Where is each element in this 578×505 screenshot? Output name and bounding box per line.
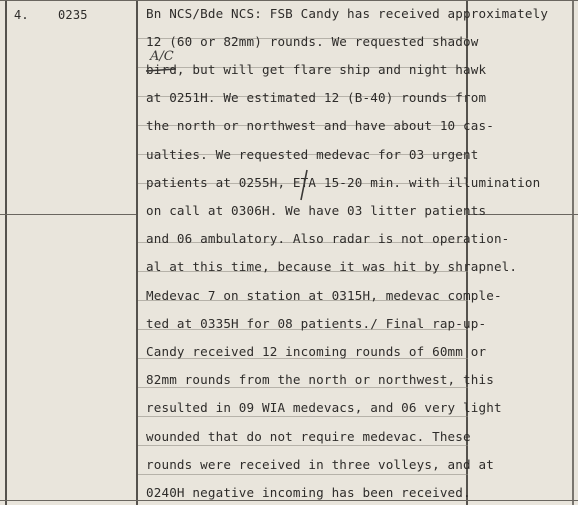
column-divider-left [5, 0, 7, 505]
log-text-line: bird, but will get flare ship and night hawk [146, 62, 487, 77]
log-text-line: Candy received 12 incoming rounds of 60mm or [146, 344, 487, 359]
log-text-line: Medevac 7 on station at 0315H, medevac comple- [146, 288, 502, 303]
log-text-line: 0240H negative incoming has been received. [146, 485, 471, 500]
column-divider-time [136, 0, 138, 505]
column-divider-right [572, 0, 574, 505]
text-guide-rule [138, 474, 468, 475]
entry-time: 0235 [58, 8, 88, 22]
log-text-line: 12 (60 or 82mm) rounds. We requested shadow [146, 34, 479, 49]
handwritten-annotation: A/C [150, 49, 174, 64]
log-text-line: ted at 0335H for 08 patients./ Final rap-up- [146, 316, 487, 331]
handwritten-slash-mark [298, 168, 310, 202]
log-text-line: Bn NCS/Bde NCS: FSB Candy has received approximately [146, 6, 549, 21]
log-text-line: ualties. We requested medevac for 03 urgent [146, 147, 479, 162]
log-text-line: al at this time, because it was hit by shrapnel. [146, 259, 518, 274]
log-text-line: on call at 0306H. We have 03 litter patients [146, 203, 487, 218]
log-text-line: wounded that do not require medevac. These [146, 429, 471, 444]
text-guide-rule [138, 445, 468, 446]
log-text-line: the north or northwest and have about 10 cas- [146, 118, 494, 133]
log-text-line: rounds were received in three volleys, and at [146, 457, 494, 472]
log-text-line: at 0251H. We estimated 12 (B-40) rounds from [146, 90, 487, 105]
log-text-line: 82mm rounds from the north or northwest, this [146, 372, 494, 387]
log-text-line: and 06 ambulatory. Also radar is not operation- [146, 231, 510, 246]
row-divider-top [0, 0, 578, 1]
text-guide-rule [138, 416, 468, 417]
item-number: 4. [14, 8, 29, 22]
log-text-line: resulted in 09 WIA medevacs, and 06 very light [146, 400, 502, 415]
strike-through-mark [144, 64, 178, 76]
row-divider-mid [0, 214, 136, 215]
log-text-line: patients at 0255H, ETA 15-20 min. with illumination [146, 175, 541, 190]
